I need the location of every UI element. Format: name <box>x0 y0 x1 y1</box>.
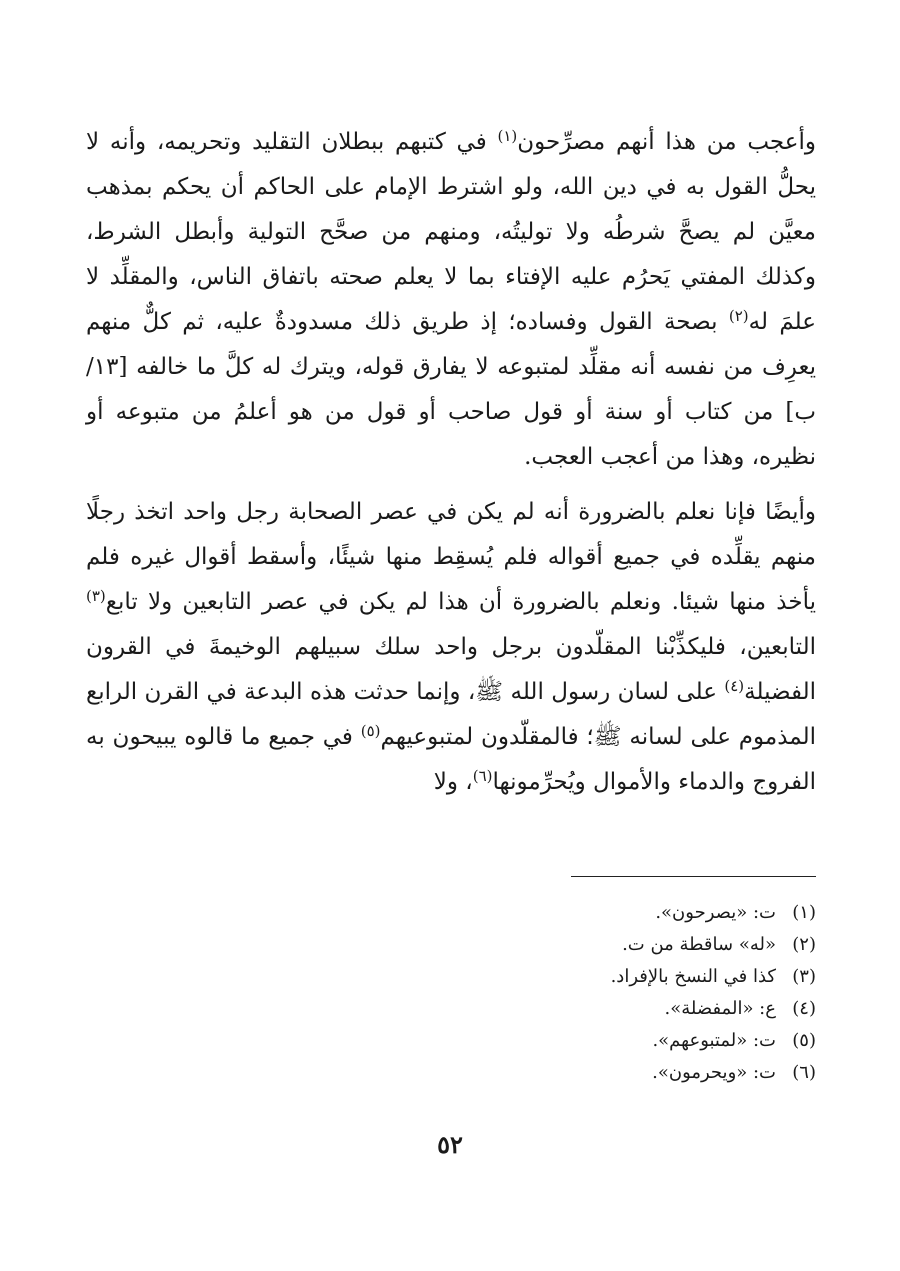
paragraph-text: ، ولا <box>433 769 473 795</box>
paragraph-text: التابعين، فليكذِّبْنا المقلّدون برجل واحد سلك سبيلهم الوخيمةَ في القرون الفضيلة <box>86 634 816 705</box>
footnote-text: «له» ساقطة من ت. <box>622 934 776 955</box>
footnote-ref: (١) <box>497 127 518 145</box>
footnote-number: (٤) <box>792 998 816 1019</box>
footnote-ref: (٥) <box>360 722 381 740</box>
footnote <box>316 961 816 993</box>
paragraph-text: بصحة القول وفساده؛ إذ طريق ذلك مسدودةٌ عليه، ثم كلٌّ منهم يعرِف من نفسه أنه مقلِّد لمتبوعه لا يفارق قوله، ويترك له كلَّ ما خالفه [١٣/ب] من كتاب أو سنة أو قول صاحب أو قول من هو أعلمُ من متبوعه أو نظيره، وهذا من أعجب العجب. <box>86 309 816 470</box>
footnote <box>316 993 816 1025</box>
footnote-number: (٣) <box>792 966 816 987</box>
footnote-text: ت: «يصرحون». <box>655 902 776 923</box>
paragraph-text: وأيضًا فإنا نعلم بالضرورة أنه لم يكن في عصر الصحابة رجل واحد اتخذ رجلًا منهم يقلِّده في جميع أقواله فلم يُسقِط منها شيئًا، وأسقط أقوال غيره فلم يأخذ منها شيئا. ونعلم بالضرورة أن هذا لم يكن في عصر التابعين ولا تابع <box>86 499 816 615</box>
footnote-ref: (٢) <box>728 307 749 325</box>
footnote <box>316 897 816 929</box>
footnote-number: (١) <box>792 902 816 923</box>
footnotes-list <box>316 897 816 1089</box>
footnote <box>316 1057 816 1089</box>
footnote-number: (٥) <box>792 1030 816 1051</box>
paragraph <box>86 490 816 805</box>
footnote <box>316 929 816 961</box>
footnote-text: كذا في النسخ بالإفراد. <box>610 966 776 987</box>
footnote-number: (٦) <box>792 1062 816 1083</box>
footnote-ref: (٣) <box>86 587 106 605</box>
footnote <box>316 1025 816 1057</box>
footnote-text: ت: «لمتبوعهم». <box>652 1030 776 1051</box>
footnote-divider <box>571 876 816 877</box>
paragraph-text: في جميع ما قالوه يبيحون به الفروج والدماء والأموال ويُحرِّمونها <box>86 724 816 795</box>
main-text <box>86 120 816 805</box>
paragraph-text: في كتبهم ببطلان التقليد وتحريمه، وأنه لا يحلُّ القول به في دين الله، ولو اشترط الإمام على الحاكم أن يحكم بمذهب معيَّن لم يصحَّ شرطُه ولا توليتُه، ومنهم من صحَّح التولية وأبطل الشرط، وكذلك المفتي يَحرُم عليه الإفتاء بما لا يعلم صحته باتفاق الناس، والمقلِّد لا علمَ له <box>86 129 816 335</box>
footnote-text: ت: «ويحرمون». <box>652 1062 776 1083</box>
paragraph <box>86 120 816 480</box>
page-number: ٥٢ <box>437 1130 463 1159</box>
footnote-text: ع: «المفضلة». <box>664 998 776 1019</box>
paragraph-text: على لسان رسول الله ﷺ، وإنما حدثت هذه البدعة في القرن الرابع المذموم على لسانه ﷺ؛ فالمقلّدون لمتبوعيهم <box>86 679 816 750</box>
footnote-number: (٢) <box>792 934 816 955</box>
paragraph-text: وأعجب من هذا أنهم مصرِّحون <box>517 129 816 155</box>
footnote-ref: (٦) <box>472 767 493 785</box>
footnote-ref: (٤) <box>724 677 745 695</box>
